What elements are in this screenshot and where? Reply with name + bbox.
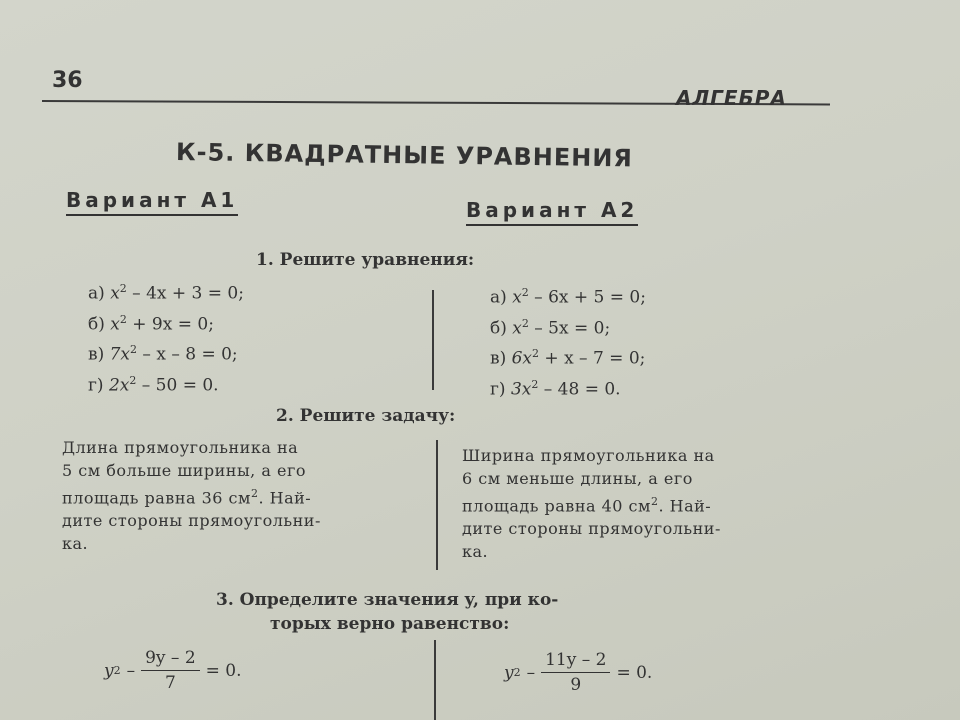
fraction: $\frac{11y - 2}{9}$ [541,650,610,695]
task3-heading-line1: 3. Определите значения y, при ко- [216,590,559,610]
equation: в) $6x^2 + x - 7 = 0$; [490,347,646,369]
equation: г) $2x^2 - 50 = 0$. [88,373,219,396]
task2-a2-problem: Ширина прямоугольника на 6 см меньше длины, а его площадь равна 40 $см^2$. Най- дите стороны прямоугольни- ка. [462,446,721,562]
task3-a1-equation: y 2 – $\frac{9y - 2}{7}$ = 0. [104,648,242,693]
task3-a2-equation: y 2 – $\frac{11y - 2}{9}$ = 0. [504,650,653,695]
variant-a1-heading: Вариант А1 [66,188,238,216]
column-divider [432,290,434,390]
fraction: $\frac{9y - 2}{7}$ [141,648,200,693]
task1-a2-equations [490,280,646,403]
column-divider [436,440,438,570]
column-divider [434,640,436,720]
page-number: 36 [52,68,83,93]
equation: в) $7x^2 - x - 8 = 0$; [88,343,238,365]
equation: а) $x^2 - 6x + 5 = 0$; [490,286,646,308]
task3-heading-line2: торых верно равенство: [270,614,510,634]
page-title: К-5. КВАДРАТНЫЕ УРАВНЕНИЯ [175,138,634,173]
task1-a1-equations [88,276,244,399]
equation: б) $x^2 - 5x = 0$; [490,316,611,339]
task2-a1-problem: Длина прямоугольника на 5 см больше ширины, а его площадь равна 36 $см^2$. Най- дите стороны прямоугольни- ка. [62,438,321,554]
equation: г) $3x^2 - 48 = 0$. [490,377,621,400]
equation: б) $x^2 + 9x = 0$; [88,312,214,335]
variant-a2-heading: Вариант А2 [466,198,638,226]
equation: а) $x^2 - 4x + 3 = 0$; [88,282,244,304]
task1-heading: 1. Решите уравнения: [256,250,475,270]
task2-heading: 2. Решите задачу: [276,406,456,426]
subject-header: АЛГЕБРА [676,86,787,110]
